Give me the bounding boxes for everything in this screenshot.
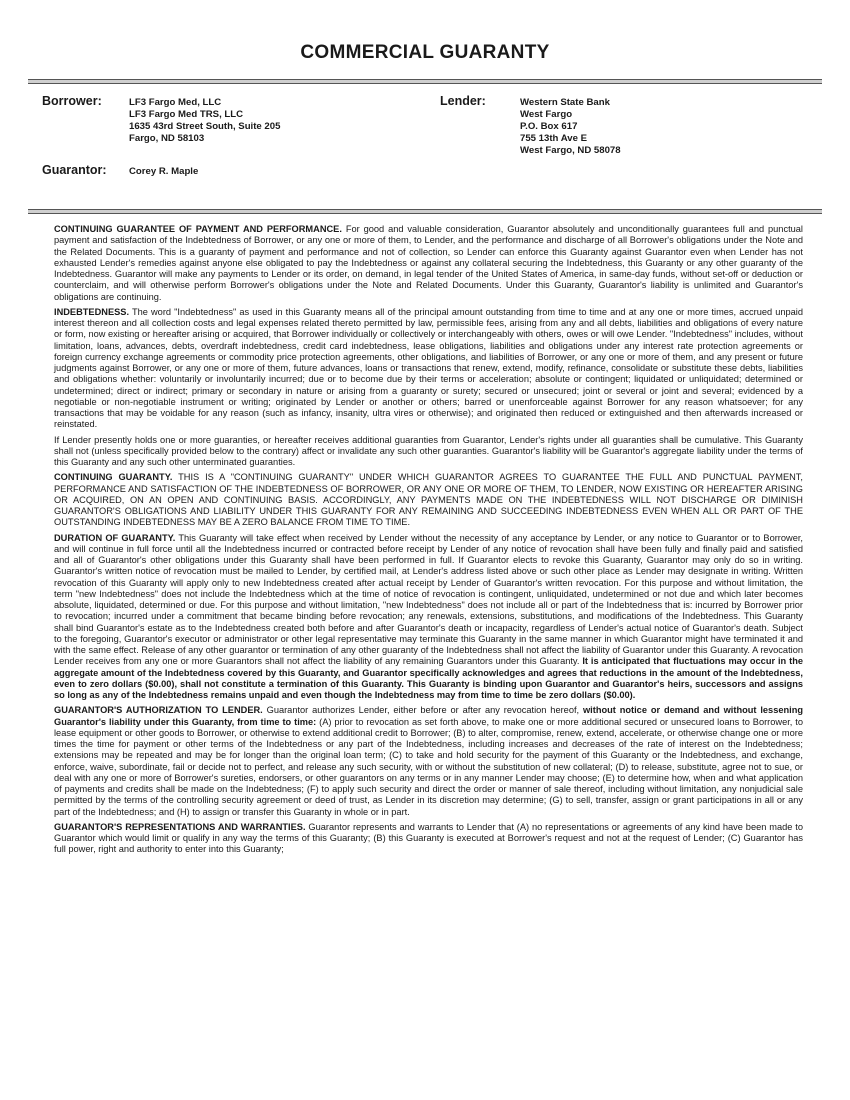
section-bold-text: without notice or demand and without lessening Guarantor's liability under this Guaranty, from time to time: bbox=[54, 705, 804, 727]
section-authorization bbox=[54, 705, 803, 818]
section-text: THIS IS A "CONTINUING GUARANTY" UNDER WHICH GUARANTOR AGREES TO GUARANTEE THE FULL AND PUNCTUAL PAYMENT, PERFORMANCE AND SATISFACTION OF THE INDEBTEDNESS OF BORROWER, OR ANY ONE OR MORE OF THEM, TO LENDER, NOW EXISTING OR HEREAFTER ARISING OR ACQUIRED, ON AN OPEN AND CONTINUING BASIS. ACCORDINGLY, ANY PAYMENTS MADE ON THE INDEBTEDNESS WILL NOT DISCHARGE OR DIMINISH GUARANTOR'S OBLIGATIONS AND LIABILITY UNDER THIS GUARANTY FOR ANY REMAINING AND SUCCEEDING INDEBTEDNESS EVEN WHEN ALL OR PART OF THE OUTSTANDING INDEBTEDNESS MAY BE A ZERO BALANCE FROM TIME TO TIME. bbox=[54, 472, 803, 528]
document-title: COMMERCIAL GUARANTY bbox=[300, 42, 550, 63]
lender-line: West Fargo, ND 58078 bbox=[520, 145, 621, 156]
section-text: (A) prior to revocation as set forth above, to make one or more additional secured or unsecured loans to Borrower, to lease equipment or other goods to Borrower, or otherwise to extend additional credit to Borrower; (B) to alter, compromise, renew, extend, accelerate, or otherwise change one or more times the time for payment or other terms of the Indebtedness or any part of the Indebtedness, including increases and decreases of the rate of interest on the Indebtedness; extensions may be repeated and may be for longer than the original loan term; (C) to take and hold security for the payment of this Guaranty or the Indebtedness, and exchange, enforce, waive, subordinate, fail or decide not to perfect, and release any such security, with or without the substitution of new collateral; (D) to release, substitute, agree not to sue, or deal with any one or more of Borrower's sureties, endorsers, or other guarantors on any terms or in any manner Lender may choose; (E) to determine how, when and what application of payments and credits shall be made on the Indebtedness; (F) to apply such security and direct the order or manner of sale thereof, including without limitation, any nonjudicial sale permitted by the terms of the controlling security agreement or deed of trust, as Lender in its discretion may determine; (G) to sell, transfer, assign or grant participations in all or any part of the Indebtedness; and (H) to assign or transfer this Guaranty in whole or in part. bbox=[54, 716, 803, 817]
borrower-line: Fargo, ND 58103 bbox=[129, 133, 205, 144]
section-heading: GUARANTOR'S AUTHORIZATION TO LENDER. bbox=[54, 705, 263, 716]
section-heading: INDEBTEDNESS. bbox=[54, 306, 130, 317]
section-text: For good and valuable consideration, Guarantor absolutely and unconditionally guarantees full and punctual payment and satisfaction of the Indebtedness of Borrower, or any one or more of them, to Lender, and the performance and discharge of all Borrower's obligations under the Note and the Related Documents. This is a guaranty of payment and performance and not of collection, so Lender can enforce this Guaranty against Guarantor even when Lender has not exhausted Lender's remedies against anyone else obligated to pay the Indebtedness or against any collateral securing the Indebtedness, this Guaranty or any other guaranty of the Indebtedness. Guarantor will make any payments to Lender or its order, on demand, in legal tender of the United States of America, in same-day funds, without set-off or deduction or counterclaim, and will otherwise perform Borrower's obligations under the Note and Related Documents. Under this Guaranty, Guarantor's liability is unlimited and Guarantor's obligations are continuing. bbox=[54, 224, 803, 302]
top-divider bbox=[28, 79, 822, 84]
lender-label: Lender: bbox=[440, 94, 486, 108]
section-representations bbox=[54, 822, 803, 856]
guarantor-label: Guarantor: bbox=[42, 163, 107, 177]
section-bold-text: It is anticipated that fluctuations may occur in the aggregate amount of the Indebtedness covered by this Guaranty, and Guarantor specifically acknowledges and agrees that reductions in the amount of the Indebtedness, even to zero dollars ($0.00), shall not constitute a termination of this Guaranty. This Guaranty is binding upon Guarantor and Guarantor's heirs, successors and assigns so long as any of the Indebtedness remains unpaid and even though the Indebtedness may from time to time be zero dollars ($0.00). bbox=[54, 656, 803, 700]
section-text: The word "Indebtedness" as used in this Guaranty means all of the principal amount outstanding from time to time and at any one or more times, accrued unpaid interest thereon and all collection costs and legal expenses related thereto permitted by law, permissible fees, arising from any and all debts, liabilities and obligations of every nature or form, now existing or hereafter arising or acquired, that Borrower individually or collectively or interchangeably with others, owes or will owe Lender. "Indebtedness" includes, without limitation, loans, advances, debts, overdraft indebtedness, credit card indebtedness, lease obligations, liabilities and obligations under any interest rate protection agreements or foreign currency exchange agreements or commodity price protection agreements, other obligations, and liabilities of Borrower, or any one or more of them, and any present or future judgments against Borrower, or any one or more of them, future advances, loans or transactions that renew, extend, modify, refinance, consolidate or substitute these debts, liabilities and obligations whether: voluntarily or involuntarily incurred; due or to become due by their terms or acceleration; absolute or contingent; liquidated or unliquidated; determined or undetermined; direct or indirect; primary or secondary in nature or arising from a guaranty or surety; secured or unsecured; joint or several or joint and several; evidenced by a negotiable or non-negotiable instrument or writing; originated by Lender or another or others; barred or unenforceable against Borrower for any reason whatsoever; for any transactions that may be voidable for any reason (such as infancy, insanity, ultra vires or otherwise); and originated then reduced or extinguished and then afterwards increased or reinstated. bbox=[54, 306, 803, 430]
section-text: Guarantor represents and warrants to Lender that (A) no representations or agreements of any kind have been made to Guarantor which would limit or qualify in any way the terms of this Guaranty; (B) this Guaranty is executed at Borrower's request and not at the request of Lender; (C) Guarantor has full power, right and authority to enter into this Guaranty; bbox=[54, 821, 803, 855]
section-heading: DURATION OF GUARANTY. bbox=[54, 532, 176, 543]
section-indebtedness bbox=[54, 307, 803, 431]
section-heading: CONTINUING GUARANTEE OF PAYMENT AND PERFORMANCE. bbox=[54, 224, 342, 234]
borrower-line: LF3 Fargo Med TRS, LLC bbox=[129, 109, 244, 120]
lender-line: 755 13th Ave E bbox=[520, 133, 588, 144]
lender-line: West Fargo bbox=[520, 109, 573, 120]
section-text: This Guaranty will take effect when received by Lender without the necessity of any acceptance by Lender, or any notice to Guarantor or to Borrower, and will continue in full force until all the Indebtedness incurred or contracted before receipt by Lender of any notice of revocation shall have been fully and finally paid and satisfied and all of Guarantor's other obligations under this Guaranty shall have been performed in full. If Guarantor elects to revoke this Guaranty, Guarantor may only do so in writing. Guarantor's written notice of revocation must be mailed to Lender, by certified mail, at Lender's address listed above or such other place as Lender may designate in writing. Written revocation of this Guaranty will apply only to new Indebtedness created after actual receipt by Lender of Guarantor's written revocation. For this purpose and without limitation, the term "new Indebtedness" does not include the Indebtedness which at the time of notice of revocation is contingent, unliquidated, undetermined or not due and which later becomes absolute, liquidated, determined or due. For this purpose and without limitation, "new Indebtedness" does not include all or part of the Indebtedness that is: incurred by Borrower prior to revocation; incurred under a commitment that became binding before revocation; any renewals, extensions, substitutions, and modifications of the Indebtedness. This Guaranty shall bind Guarantor's estate as to the Indebtedness created both before and after Guarantor's death or incapacity, regardless of Lender's actual notice of Guarantor's death. Subject to the foregoing, Guarantor's executor or administrator or other legal representative may terminate this Guaranty in the same manner in which Guarantor might have terminated it and with the same effect. Release of any other guarantor or termination of any other guaranty of the Indebtedness shall not affect the liability of Guarantor under this Guaranty. A revocation Lender receives from any one or more Guarantors shall not affect the liability of any remaining Guarantors under this Guaranty. bbox=[54, 532, 803, 667]
section-text: Guarantor authorizes Lender, either before or after any revocation hereof, bbox=[262, 705, 583, 716]
borrower-line: LF3 Fargo Med, LLC bbox=[129, 97, 222, 108]
lender-line: Western State Bank bbox=[520, 97, 610, 108]
section-cumulative-guaranties bbox=[54, 435, 803, 469]
guaranty-body bbox=[54, 224, 803, 860]
borrower-info bbox=[129, 97, 280, 145]
borrower-label: Borrower: bbox=[42, 94, 102, 108]
section-continuing-guarantee bbox=[54, 224, 803, 303]
section-duration bbox=[54, 533, 803, 702]
header-divider bbox=[28, 209, 822, 214]
section-continuing-guaranty bbox=[54, 472, 803, 528]
lender-info bbox=[520, 97, 621, 157]
borrower-line: 1635 43rd Street South, Suite 205 bbox=[129, 121, 281, 132]
section-heading: GUARANTOR'S REPRESENTATIONS AND WARRANTIES. bbox=[54, 821, 306, 832]
section-text: If Lender presently holds one or more guaranties, or hereafter receives additional guaranties from Guarantor, Lender's rights under all guaranties shall be cumulative. This Guaranty shall not (unless specifically provided below to the contrary) affect or invalidate any such other guaranties. Guarantor's liability will be Guarantor's aggregate liability under the terms of this Guaranty and any such other unterminated guaranties. bbox=[54, 434, 803, 467]
section-heading: CONTINUING GUARANTY. bbox=[54, 472, 173, 483]
guarantor-name: Corey R. Maple bbox=[129, 166, 199, 177]
lender-line: P.O. Box 617 bbox=[520, 121, 578, 132]
